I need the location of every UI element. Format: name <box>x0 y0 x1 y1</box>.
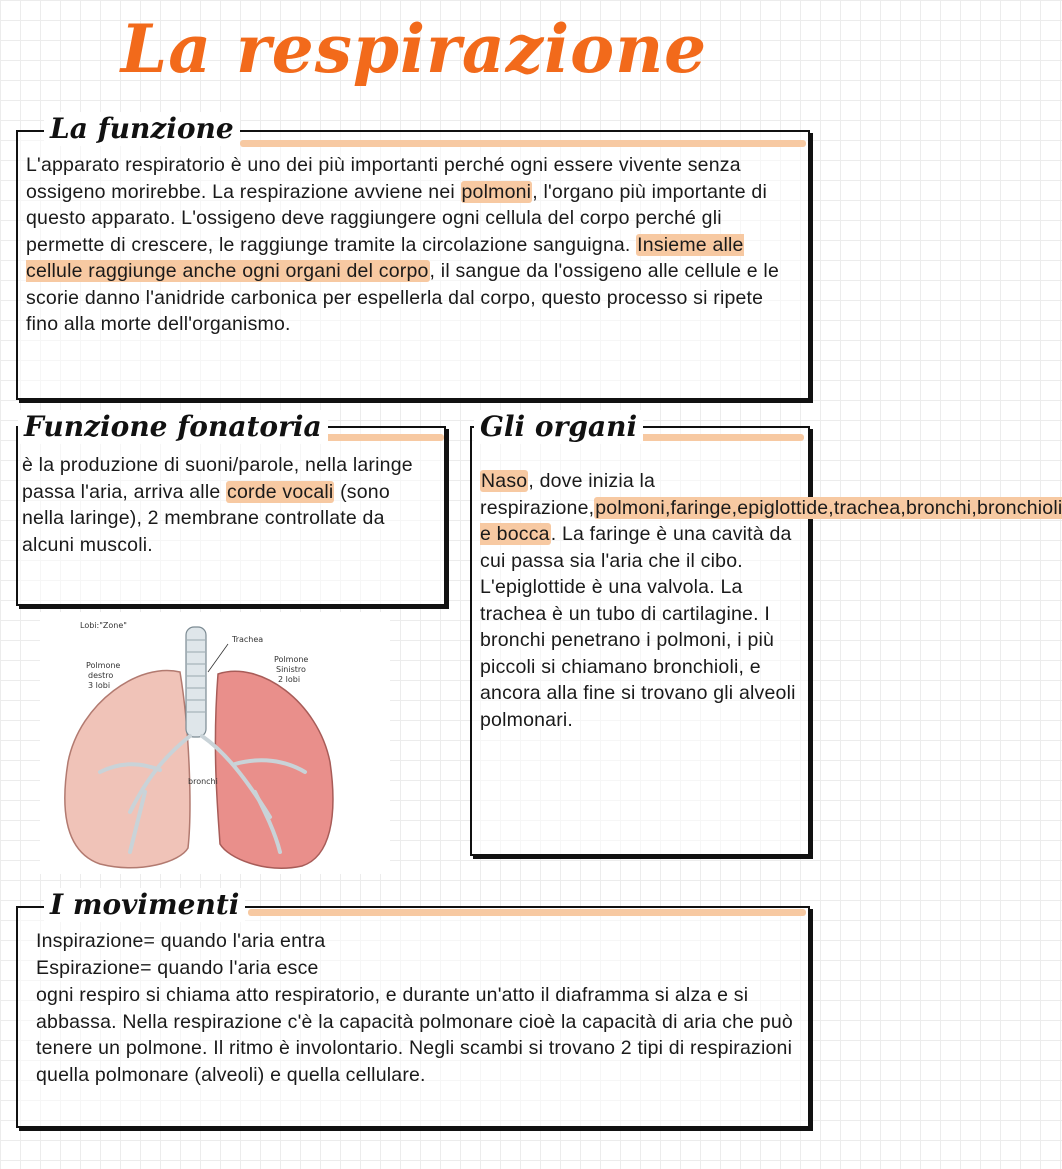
highlight: corde vocali <box>227 480 334 503</box>
highlight: polmoni,faringe,epiglottide,trachea,bronchi,bronchioli e bocca <box>480 496 1062 545</box>
highlight: polmoni <box>461 180 532 203</box>
label-destro-3: 3 lobi <box>88 681 111 690</box>
highlight: Insieme alle cellule raggiunge anche ogni organi del corpo <box>26 233 744 282</box>
heading-underline <box>240 140 806 147</box>
section-movimenti-heading: I movimenti <box>44 888 245 922</box>
label-sinistro-1: Polmone <box>274 655 309 664</box>
section-fonatoria-heading: Funzione fonatoria <box>18 410 328 444</box>
label-bronchi: bronchi <box>188 777 218 786</box>
movimenti-paragraph: ogni respiro si chiama atto respiratorio, e durante un'atto il diaframma si alza e si abbassa. Nella respirazione c'è la capacità polmonare cioè la capacità di aria che può tenere un polmone. Il ritmo è involontario. Negli scambi si trovano 2 tipi di respirazioni quella polmonare (alveoli) e quella cellulare. <box>36 984 793 1086</box>
trachea-shape <box>186 627 206 737</box>
text-span: , il sangue da l'ossigeno alle cellule e le scorie danno l'anidride carbonica per espellerla dal corpo, questo processo si ripete fino alla morte dell'organismo. <box>26 260 780 335</box>
section-funzione-heading: La funzione <box>44 112 240 146</box>
label-sinistro-3: 2 lobi <box>278 675 301 684</box>
text-span: (sono nella laringe), 2 membrane controllate da alcuni muscoli. <box>22 480 390 556</box>
text-span: L'apparato respiratorio è uno dei più importanti perché ogni essere vivente senza ossigeno morirebbe. La respirazione avviene nei <box>26 154 741 203</box>
heading-underline <box>320 434 444 441</box>
heading-underline <box>636 434 804 441</box>
text-span: . La faringe è una cavità da cui passa sia l'aria che il cibo. L'epiglottide è una valvola. La trachea è un tubo di cartilagine. I bronchi penetrano i polmoni, i più piccoli si chiamano bronchioli, e ancora alla fine si trovano gli alveoli polmonari. <box>480 523 796 731</box>
text-span: , l'organo più importante di questo apparato. L'ossigeno deve raggiungere ogni cellula del corpo perché gli permette di crescere, le raggiunge tramite la circolazione sanguigna. <box>26 180 768 256</box>
espirazione-line: Espirazione= quando l'aria esce <box>36 957 319 979</box>
text-span: è la produzione di suoni/parole, nella laringe passa l'aria, arriva alle <box>22 454 413 503</box>
highlight: Naso <box>481 470 528 492</box>
section-organi-heading: Gli organi <box>474 410 643 444</box>
section-fonatoria-text <box>22 452 436 558</box>
label-destro-2: destro <box>88 671 114 680</box>
section-funzione-text <box>26 152 796 338</box>
label-destro-1: Polmone <box>86 661 121 670</box>
label-trachea: Trachea <box>232 635 264 644</box>
lungs-illustration <box>40 612 390 874</box>
page-title: La respirazione <box>120 10 708 88</box>
inspirazione-line: Inspirazione= quando l'aria entra <box>36 930 326 952</box>
section-organi-text <box>480 468 1062 733</box>
text-span: , dove inizia la respirazione, <box>480 470 656 519</box>
heading-underline <box>248 909 806 916</box>
label-sinistro-2: Sinistro <box>276 665 306 674</box>
label-lobi: Lobi:"Zone" <box>80 621 127 630</box>
